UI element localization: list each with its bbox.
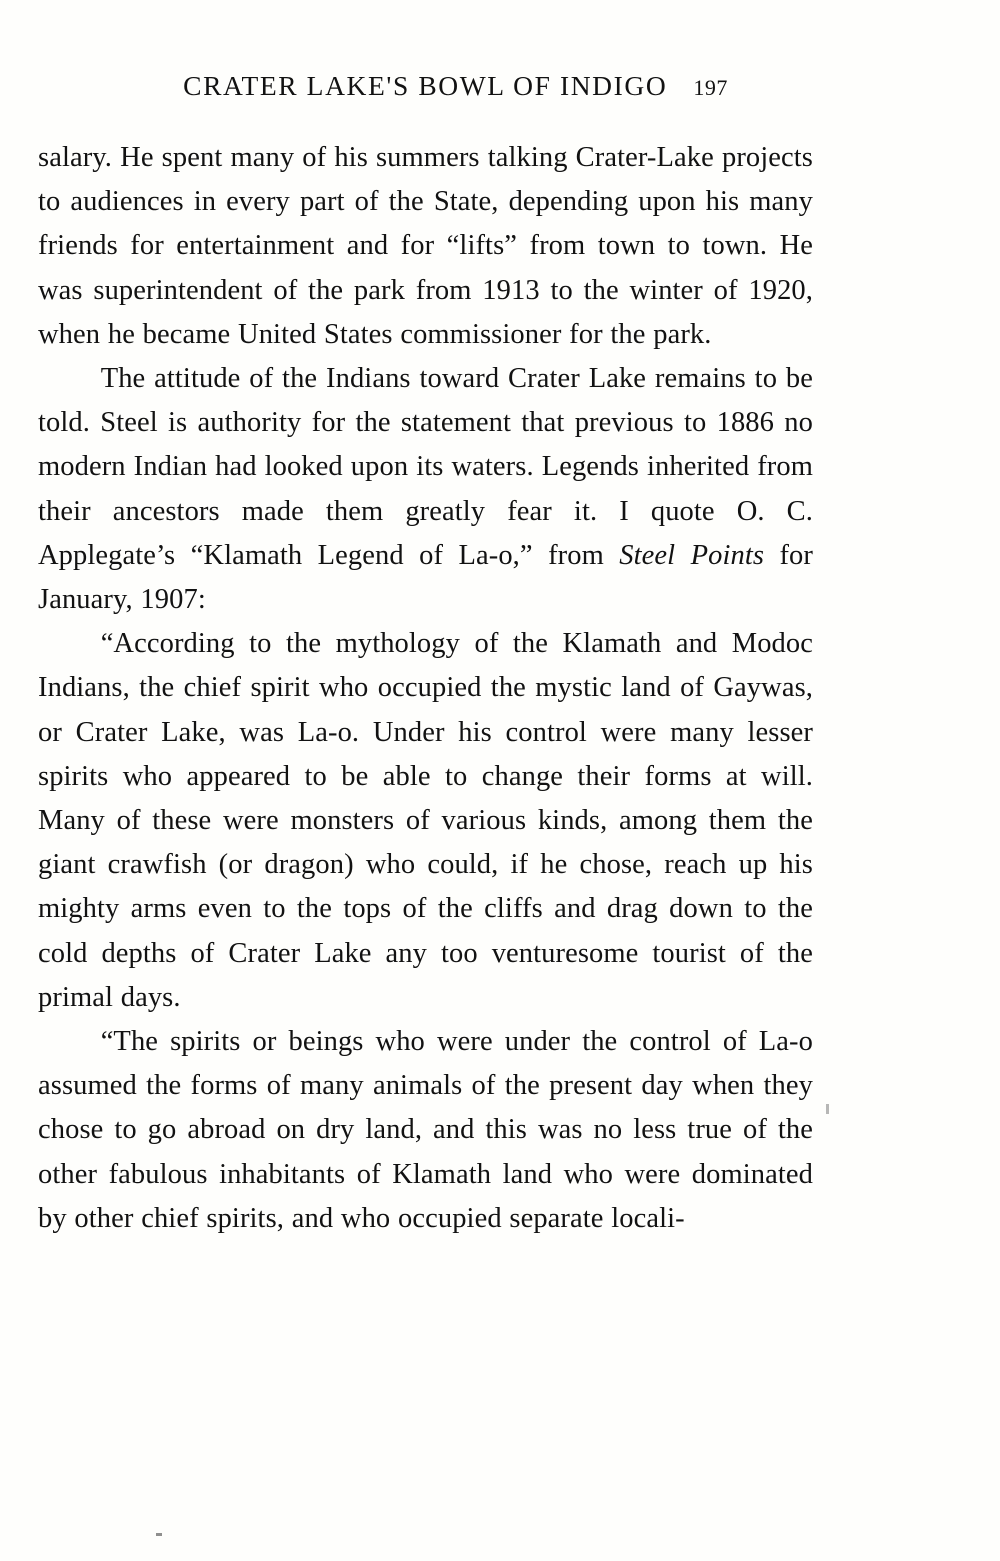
paragraph-1: salary. He spent many of his summers talking Crater-Lake projects to audiences in every part of the State, depending upon his many friends for entertainment and for “lifts” from town to town. He was superintendent of the park from 1913 to the winter of 1920, when he became United States commissioner for the park.: [38, 142, 813, 350]
page-content: [38, 70, 813, 1241]
ink-speck: [826, 1104, 829, 1114]
paragraph-2-part-2: for January, 1907:: [38, 539, 813, 616]
body-text: [38, 136, 813, 1241]
book-title-citation: Steel Points: [619, 539, 765, 571]
page-title: CRATER LAKE'S BOWL OF INDIGO: [183, 70, 668, 101]
running-head: [38, 70, 813, 102]
paragraph-4: “The spirits or beings who were under the control of La-o assumed the forms of many animals of the present day when they chose to go abroad on dry land, and this was no less true of the other fabulous inhabitants of Klamath land who were dominated by other chief spirits, and who occupied separate locali-: [38, 1026, 813, 1234]
page-number: 197: [693, 75, 728, 100]
paragraph-2: [38, 357, 813, 622]
paragraph-2-part-1: The attitude of the Indians toward Crater Lake remains to be told. Steel is authority for the statement that previous to 1886 no modern Indian had looked upon its waters. Legends inherited from their ancestors made them greatly fear it. I quote O. C. Applegate’s “Klamath Legend of La-o,” from: [38, 363, 813, 571]
paragraph-3: “According to the mythology of the Klamath and Modoc Indians, the chief spirit who occupied the mystic land of Gaywas, or Crater Lake, was La-o. Under his control were many lesser spirits who appeared to be able to change their forms at will. Many of these were monsters of various kinds, among them the giant crawfish (or dragon) who could, if he chose, reach up his mighty arms even to the tops of the cliffs and drag down to the cold depths of Crater Lake any too venturesome tourist of the primal days.: [38, 628, 813, 1013]
ink-speck: [156, 1533, 162, 1536]
